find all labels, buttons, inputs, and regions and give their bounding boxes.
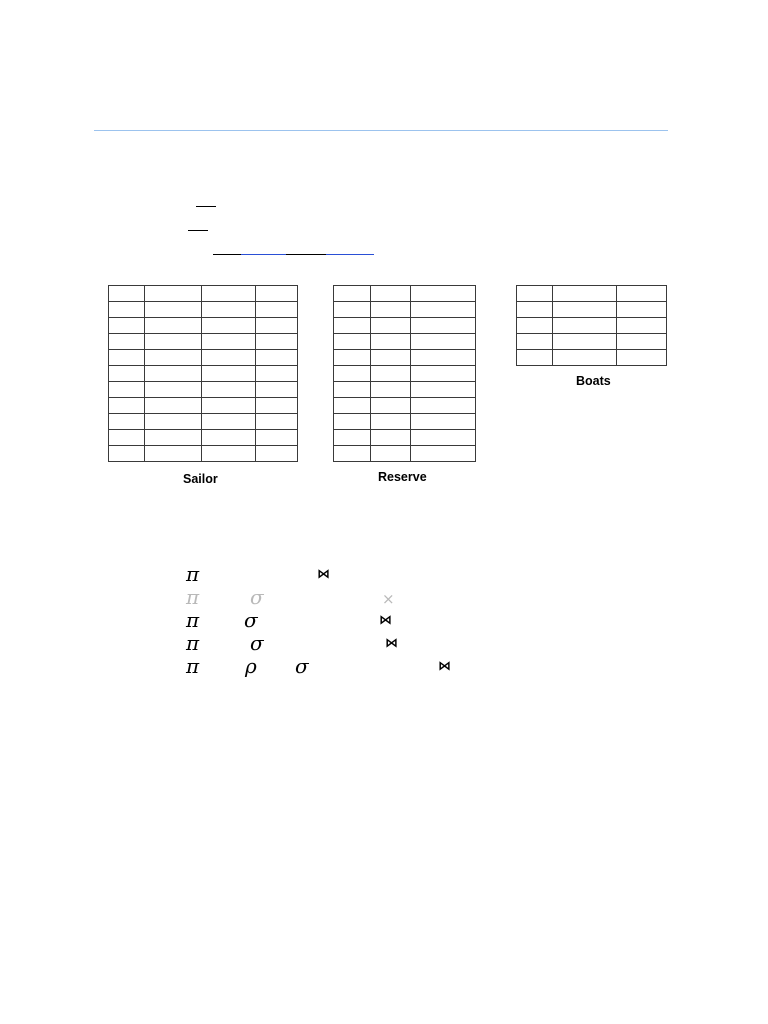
table-cell xyxy=(411,382,476,398)
table-cell xyxy=(334,350,371,366)
table-cell xyxy=(145,446,202,462)
table-cell xyxy=(517,334,553,350)
underline-mark-4 xyxy=(286,254,326,255)
table-cell xyxy=(553,318,617,334)
table-row xyxy=(334,350,476,366)
table-cell xyxy=(617,286,667,302)
table-cell xyxy=(109,302,145,318)
table-cell xyxy=(202,446,256,462)
table-cell xyxy=(411,334,476,350)
table-row xyxy=(334,334,476,350)
table-cell xyxy=(109,286,145,302)
table-cell xyxy=(109,382,145,398)
table-cell xyxy=(256,366,298,382)
table-cell xyxy=(411,366,476,382)
join-operator: ⋈ xyxy=(438,659,451,674)
table-cell xyxy=(334,446,371,462)
sailor-caption: Sailor xyxy=(183,472,218,486)
table-row xyxy=(109,398,298,414)
table-cell xyxy=(553,350,617,366)
table-cell xyxy=(202,398,256,414)
projection-symbol: π xyxy=(186,562,200,586)
table-cell xyxy=(371,334,411,350)
table-row xyxy=(334,446,476,462)
table-cell xyxy=(202,286,256,302)
table-row xyxy=(334,302,476,318)
table-cell xyxy=(411,318,476,334)
table-cell xyxy=(371,446,411,462)
table-row xyxy=(517,286,667,302)
selection-symbol: σ xyxy=(250,585,264,609)
table-cell xyxy=(334,334,371,350)
table-cell xyxy=(202,302,256,318)
table-row xyxy=(109,446,298,462)
table-cell xyxy=(371,318,411,334)
table-cell xyxy=(411,286,476,302)
underline-mark-1 xyxy=(196,206,216,207)
table-cell xyxy=(617,302,667,318)
table-cell xyxy=(145,366,202,382)
table-row xyxy=(334,398,476,414)
table-cell xyxy=(256,446,298,462)
table-cell xyxy=(145,334,202,350)
table-row xyxy=(109,318,298,334)
table-cell xyxy=(371,350,411,366)
table-cell xyxy=(617,334,667,350)
table-cell xyxy=(334,366,371,382)
selection-symbol: σ xyxy=(295,654,309,678)
table-row xyxy=(109,382,298,398)
table-cell xyxy=(517,286,553,302)
table-cell xyxy=(334,414,371,430)
table-cell xyxy=(109,334,145,350)
table-cell xyxy=(411,446,476,462)
selection-symbol: σ xyxy=(244,608,258,632)
table-cell xyxy=(371,302,411,318)
join-operator: ⋈ xyxy=(317,567,330,582)
table-row xyxy=(109,302,298,318)
boats-table xyxy=(516,285,667,366)
table-row xyxy=(109,414,298,430)
table-row xyxy=(334,286,476,302)
table-cell xyxy=(411,350,476,366)
table-cell xyxy=(202,430,256,446)
table-row xyxy=(334,430,476,446)
sailor-table xyxy=(108,285,298,462)
table-row xyxy=(109,286,298,302)
table-cell xyxy=(256,302,298,318)
table-cell xyxy=(202,334,256,350)
table-cell xyxy=(411,398,476,414)
table-cell xyxy=(411,430,476,446)
table-row xyxy=(334,366,476,382)
table-cell xyxy=(371,382,411,398)
table-cell xyxy=(202,366,256,382)
projection-symbol: π xyxy=(186,631,200,655)
table-cell xyxy=(145,318,202,334)
table-cell xyxy=(553,334,617,350)
table-row xyxy=(517,350,667,366)
table-cell xyxy=(256,350,298,366)
table-cell xyxy=(517,350,553,366)
table-row xyxy=(334,318,476,334)
table-row xyxy=(109,350,298,366)
table-cell xyxy=(334,398,371,414)
table-cell xyxy=(411,414,476,430)
table-cell xyxy=(334,430,371,446)
table-cell xyxy=(334,302,371,318)
boats-caption: Boats xyxy=(576,374,611,388)
join-operator: ⋈ xyxy=(379,613,392,628)
header-divider xyxy=(94,130,668,131)
projection-symbol: π xyxy=(186,654,200,678)
table-cell xyxy=(371,430,411,446)
table-cell xyxy=(202,414,256,430)
selection-symbol: σ xyxy=(250,631,264,655)
table-cell xyxy=(145,430,202,446)
table-cell xyxy=(553,286,617,302)
table-cell xyxy=(202,382,256,398)
projection-symbol: π xyxy=(186,585,200,609)
projection-symbol: π xyxy=(186,608,200,632)
table-cell xyxy=(334,286,371,302)
table-cell xyxy=(109,366,145,382)
table-cell xyxy=(371,286,411,302)
table-cell xyxy=(617,350,667,366)
table-cell xyxy=(109,414,145,430)
table-cell xyxy=(202,318,256,334)
table-cell xyxy=(109,446,145,462)
table-cell xyxy=(617,318,667,334)
table-cell xyxy=(145,382,202,398)
table-cell xyxy=(109,430,145,446)
table-cell xyxy=(553,302,617,318)
table-row xyxy=(517,334,667,350)
table-cell xyxy=(334,318,371,334)
table-cell xyxy=(371,414,411,430)
table-cell xyxy=(334,382,371,398)
join-operator: ⋈ xyxy=(385,636,398,651)
table-cell xyxy=(145,350,202,366)
underline-mark-2 xyxy=(188,230,208,231)
table-cell xyxy=(256,398,298,414)
table-cell xyxy=(517,318,553,334)
underline-mark-3 xyxy=(213,254,241,255)
cross-product-operator: × xyxy=(382,590,395,608)
table-cell xyxy=(371,398,411,414)
table-cell xyxy=(109,398,145,414)
table-cell xyxy=(109,318,145,334)
table-cell xyxy=(145,286,202,302)
table-cell xyxy=(256,334,298,350)
reserve-caption: Reserve xyxy=(378,470,427,484)
table-row xyxy=(109,334,298,350)
table-cell xyxy=(256,318,298,334)
table-cell xyxy=(256,382,298,398)
table-cell xyxy=(371,366,411,382)
table-cell xyxy=(145,302,202,318)
table-row xyxy=(109,430,298,446)
table-row xyxy=(334,414,476,430)
table-cell xyxy=(411,302,476,318)
table-cell xyxy=(256,286,298,302)
table-cell xyxy=(202,350,256,366)
table-cell xyxy=(256,430,298,446)
reserve-table xyxy=(333,285,476,462)
link-underline-1[interactable] xyxy=(241,254,286,255)
table-row xyxy=(334,382,476,398)
table-row xyxy=(517,302,667,318)
link-underline-2[interactable] xyxy=(326,254,374,255)
table-row xyxy=(109,366,298,382)
table-cell xyxy=(109,350,145,366)
table-cell xyxy=(145,398,202,414)
table-row xyxy=(517,318,667,334)
table-cell xyxy=(256,414,298,430)
table-cell xyxy=(145,414,202,430)
rename-symbol: ρ xyxy=(245,654,257,678)
table-cell xyxy=(517,302,553,318)
